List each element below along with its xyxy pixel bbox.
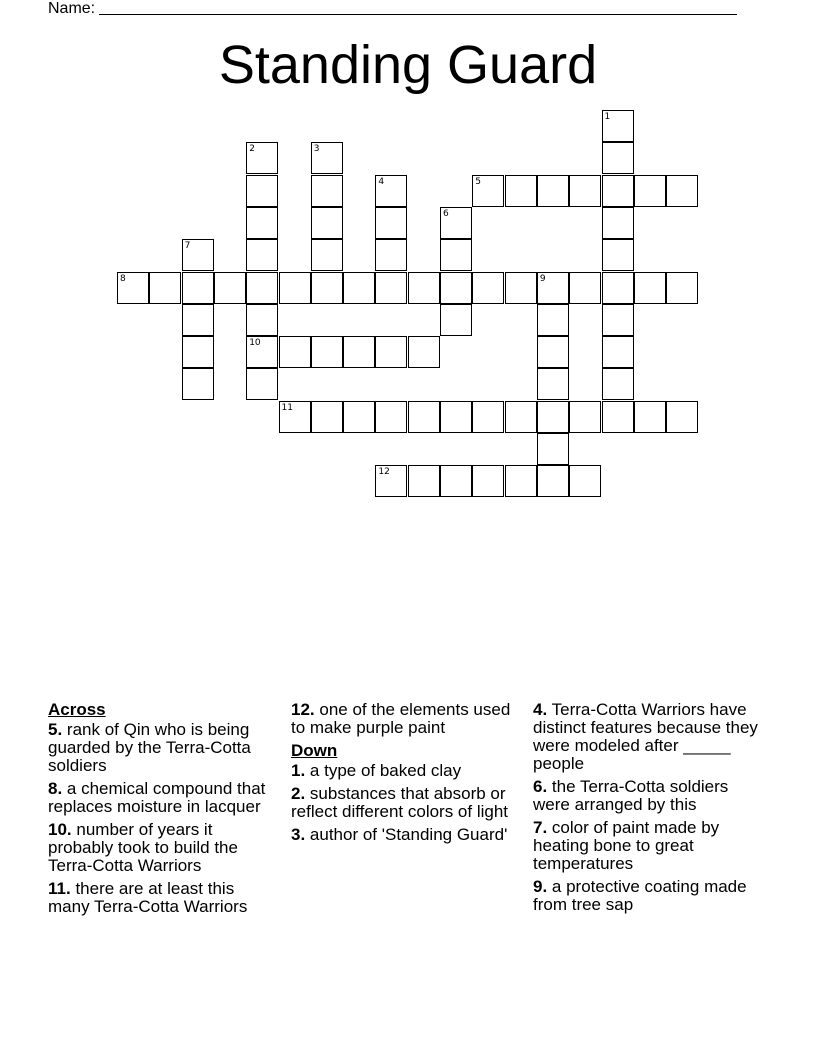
grid-cell[interactable] (343, 401, 375, 433)
grid-cell[interactable] (311, 142, 343, 174)
cell-number: 4 (378, 176, 385, 187)
down-clue-1 (291, 762, 523, 780)
grid-cell[interactable] (634, 175, 666, 207)
clue-text: a type of baked clay (309, 761, 462, 780)
grid-cell[interactable] (375, 175, 407, 207)
grid-cell[interactable] (246, 142, 278, 174)
across-clue-8 (48, 780, 280, 816)
clue-number: 8. (48, 779, 63, 798)
cell-number: 11 (281, 402, 293, 413)
grid-cell[interactable] (182, 239, 214, 271)
grid-cell[interactable] (246, 175, 278, 207)
grid-cell[interactable] (472, 401, 504, 433)
clue-text: there are at least this many Terra-Cotta Warriors (48, 879, 248, 916)
grid-cell[interactable] (246, 207, 278, 239)
grid-cell[interactable] (602, 207, 634, 239)
grid-cell[interactable] (375, 239, 407, 271)
clues-column-1 (48, 701, 280, 921)
cell-number: 12 (378, 467, 390, 478)
grid-cell[interactable] (246, 272, 278, 304)
grid-cell[interactable] (472, 465, 504, 497)
grid-cell[interactable] (537, 433, 569, 465)
grid-cell[interactable] (602, 336, 634, 368)
cell-number: 2 (249, 144, 255, 155)
grid-cell[interactable] (505, 175, 537, 207)
cell-number: 9 (539, 273, 546, 284)
grid-cell[interactable] (569, 465, 601, 497)
grid-cell[interactable] (182, 272, 214, 304)
grid-cell[interactable] (182, 368, 214, 400)
grid-cell[interactable] (279, 401, 311, 433)
clue-text: rank of Qin who is being guarded by the Terra-Cotta soldiers (48, 720, 251, 775)
grid-cell[interactable] (311, 175, 343, 207)
grid-cell[interactable] (505, 401, 537, 433)
grid-cell[interactable] (343, 336, 375, 368)
cell-number: 5 (475, 176, 482, 187)
grid-cell[interactable] (279, 272, 311, 304)
grid-cell[interactable] (472, 272, 504, 304)
grid-cell[interactable] (375, 272, 407, 304)
grid-cell[interactable] (537, 304, 569, 336)
across-clue-11 (48, 880, 280, 916)
cell-number: 7 (184, 241, 191, 252)
cell-number: 1 (604, 112, 611, 122)
clue-text: substances that absorb or reflect different colors of light (291, 784, 509, 821)
grid-cell[interactable] (602, 142, 634, 174)
grid-cell[interactable] (182, 336, 214, 368)
grid-cell[interactable] (505, 272, 537, 304)
clue-text: Terra-Cotta Warriors have distinct features because they were modeled after _____ people (533, 700, 758, 773)
clue-number: 1. (291, 761, 306, 780)
grid-cell[interactable] (246, 239, 278, 271)
clue-number: 11. (48, 879, 71, 898)
grid-cell[interactable] (246, 304, 278, 336)
grid-cell[interactable] (214, 272, 246, 304)
clue-text: a chemical compound that replaces moisture in lacquer (48, 779, 266, 816)
grid-cell[interactable] (440, 401, 472, 433)
clue-text: one of the elements used to make purple paint (291, 700, 511, 737)
clues-column-3 (533, 701, 769, 919)
clue-text: a protective coating made from tree sap (533, 877, 747, 914)
grid-cell[interactable] (440, 239, 472, 271)
clue-text: color of paint made by heating bone to great temperatures (533, 818, 720, 873)
grid-cell[interactable] (472, 175, 504, 207)
down-clue-7 (533, 819, 769, 873)
grid-cell[interactable] (440, 304, 472, 336)
cell-number: 3 (313, 144, 320, 155)
grid-cell[interactable] (537, 175, 569, 207)
grid-cell[interactable] (537, 272, 569, 304)
grid-cell[interactable] (537, 336, 569, 368)
grid-cell[interactable] (634, 401, 666, 433)
across-clue-5 (48, 721, 280, 775)
grid-cell[interactable] (311, 272, 343, 304)
grid-cell[interactable] (569, 272, 601, 304)
grid-cell[interactable] (602, 272, 634, 304)
clue-number: 9. (533, 877, 548, 896)
grid-cell[interactable] (408, 336, 440, 368)
grid-cell[interactable] (375, 207, 407, 239)
down-clue-9 (533, 878, 769, 914)
across-heading: Across (48, 700, 106, 719)
grid-cell[interactable] (311, 401, 343, 433)
grid-cell[interactable] (311, 207, 343, 239)
clue-text: number of years it probably took to build the Terra-Cotta Warriors (48, 820, 238, 875)
crossword-grid (0, 0, 816, 520)
cell-number: 8 (120, 273, 126, 284)
grid-cell[interactable] (634, 272, 666, 304)
down-clue-6 (533, 778, 769, 814)
page-title: Standing Guard (218, 35, 598, 95)
clue-number: 7. (533, 818, 548, 837)
grid-cell[interactable] (408, 465, 440, 497)
grid-cell[interactable] (569, 401, 601, 433)
grid-cell[interactable] (666, 175, 698, 207)
name-label: Name: (48, 0, 96, 17)
grid-cell[interactable] (408, 272, 440, 304)
clue-number: 12. (291, 700, 315, 719)
grid-cell[interactable] (666, 272, 698, 304)
grid-cell[interactable] (149, 272, 181, 304)
cell-number: 6 (443, 208, 449, 219)
grid-cell[interactable] (182, 304, 214, 336)
grid-cell[interactable] (602, 175, 634, 207)
grid-cell[interactable] (311, 239, 343, 271)
across-clue-12 (291, 701, 523, 737)
grid-cell[interactable] (311, 336, 343, 368)
clue-number: 5. (48, 720, 63, 739)
clue-text: author of 'Standing Guard' (309, 825, 508, 844)
clue-number: 4. (533, 700, 548, 719)
grid-cell[interactable] (602, 239, 634, 271)
clue-number: 6. (533, 777, 548, 796)
grid-cell[interactable] (343, 272, 375, 304)
clue-number: 2. (291, 784, 306, 803)
grid-cell[interactable] (602, 401, 634, 433)
grid-cell[interactable] (602, 368, 634, 400)
grid-cell[interactable] (279, 336, 311, 368)
across-clue-10 (48, 821, 280, 875)
down-clue-4 (533, 701, 769, 773)
grid-cell[interactable] (246, 368, 278, 400)
clues-column-2 (291, 701, 523, 849)
grid-cell[interactable] (408, 401, 440, 433)
down-clue-2 (291, 785, 523, 821)
grid-cell[interactable] (375, 336, 407, 368)
grid-cell[interactable] (440, 272, 472, 304)
grid-cell[interactable] (375, 401, 407, 433)
grid-cell[interactable] (537, 465, 569, 497)
grid-cell[interactable] (666, 401, 698, 433)
clue-number: 3. (291, 825, 306, 844)
grid-cell[interactable] (440, 207, 472, 239)
grid-cell[interactable] (440, 465, 472, 497)
grid-cell[interactable] (569, 175, 601, 207)
grid-cell[interactable] (537, 368, 569, 400)
down-clue-3 (291, 826, 523, 844)
cell-number: 10 (249, 338, 261, 349)
grid-cell[interactable] (602, 304, 634, 336)
grid-cell[interactable] (602, 110, 634, 142)
grid-cell[interactable] (505, 465, 537, 497)
clue-text: the Terra-Cotta soldiers were arranged by this (533, 777, 729, 814)
grid-cell[interactable] (246, 336, 278, 368)
grid-cell[interactable] (117, 272, 149, 304)
grid-cell[interactable] (537, 401, 569, 433)
clue-number: 10. (48, 820, 72, 839)
down-heading: Down (291, 741, 338, 760)
grid-cell[interactable] (375, 465, 407, 497)
